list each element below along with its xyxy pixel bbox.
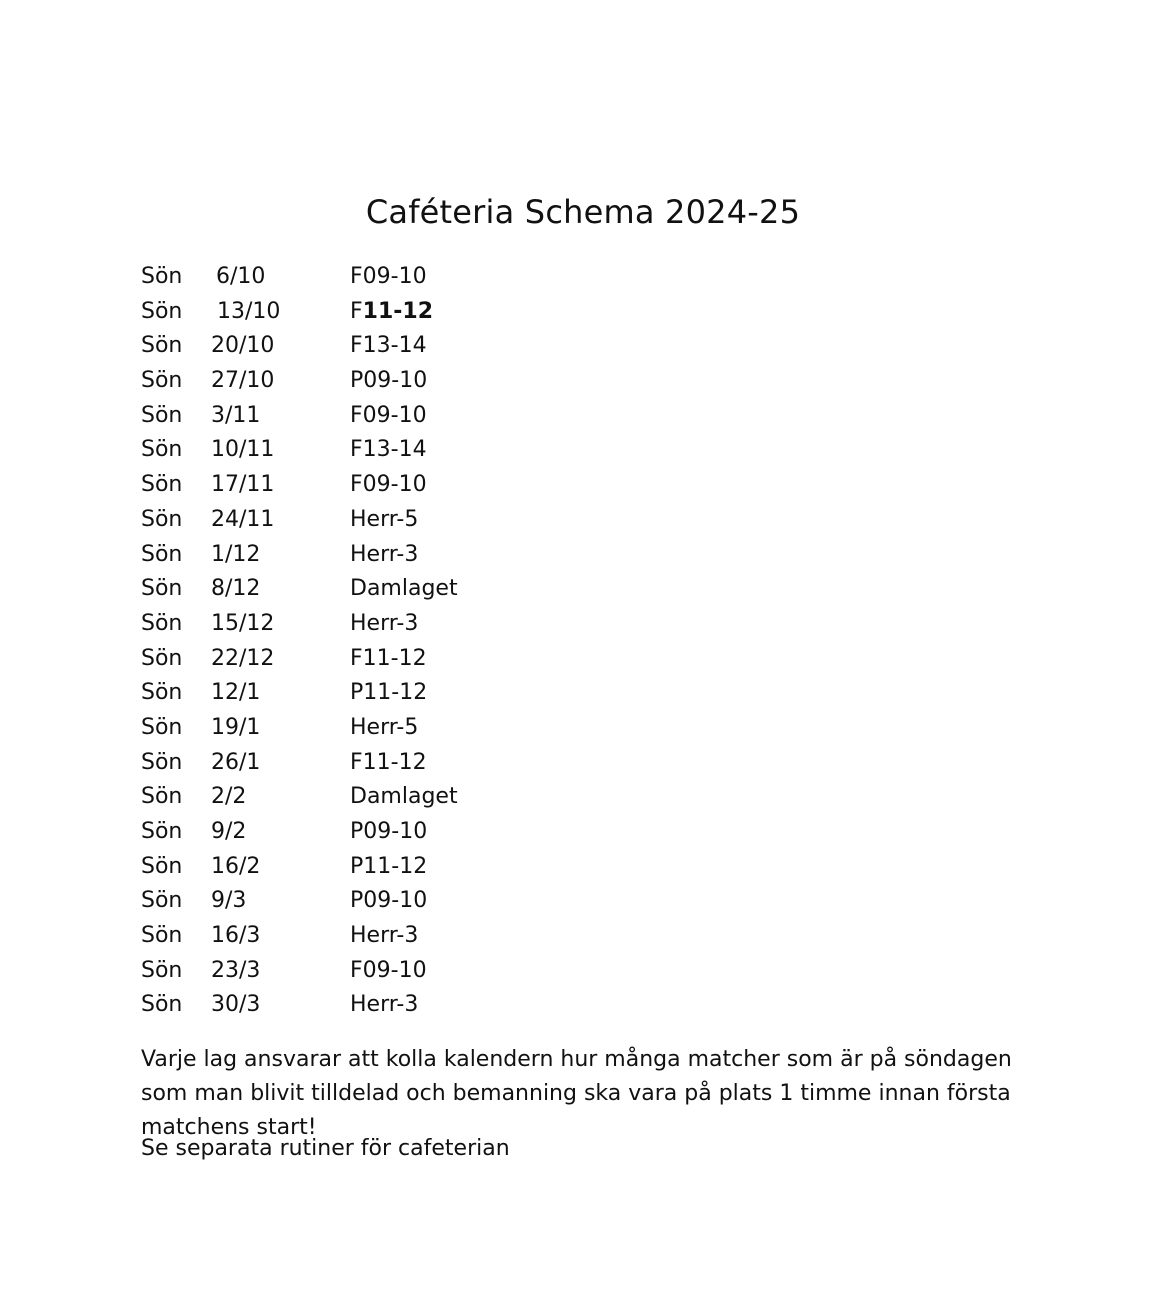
routines-reference: Se separata rutiner för cafeterian (141, 1136, 510, 1161)
schedule-row (141, 780, 741, 815)
schedule-row (141, 503, 741, 538)
schedule-row (141, 538, 741, 573)
schedule-row (141, 676, 741, 711)
row-day: Sön (141, 784, 183, 810)
row-team: P11-12 (350, 853, 428, 879)
schedule-row (141, 607, 741, 642)
schedule-row (141, 399, 741, 434)
row-date: 12/1 (211, 680, 261, 706)
row-day: Sön (141, 333, 183, 359)
row-team (350, 295, 433, 330)
document-title: Caféteria Schema 2024-25 (365, 193, 801, 231)
row-team: Herr-5 (350, 506, 419, 532)
row-date: 9/3 (211, 888, 247, 914)
row-day: Sön (141, 610, 183, 636)
schedule-row (141, 295, 741, 330)
row-team: Herr-3 (350, 992, 419, 1018)
row-day: Sön (141, 506, 183, 532)
row-team: Herr-3 (350, 541, 419, 567)
row-team: P11-12 (350, 680, 428, 706)
row-day: Sön (141, 368, 183, 394)
schedule-list (141, 260, 741, 1023)
row-date: 27/10 (211, 368, 275, 394)
row-team: P09-10 (350, 888, 428, 914)
row-day: Sön (141, 576, 183, 602)
row-day: Sön (141, 923, 183, 949)
row-day: Sön (141, 853, 183, 879)
schedule-row (141, 815, 741, 850)
row-date: 24/11 (211, 506, 275, 532)
row-day: Sön (141, 264, 183, 289)
row-team: Damlaget (350, 784, 458, 810)
row-day: Sön (141, 992, 183, 1018)
row-team: Herr-5 (350, 714, 419, 740)
schedule-row (141, 433, 741, 468)
row-day: Sön (141, 680, 183, 706)
row-team: F09-10 (350, 957, 427, 983)
row-team: Herr-3 (350, 610, 419, 636)
row-date: 9/2 (211, 819, 247, 844)
row-date: 23/3 (211, 957, 261, 983)
schedule-row (141, 884, 741, 919)
row-day: Sön (141, 749, 183, 775)
row-day: Sön (141, 472, 183, 498)
row-team: P09-10 (350, 819, 428, 844)
schedule-row (141, 468, 741, 503)
row-date: 6/10 (216, 264, 266, 289)
row-date: 26/1 (211, 749, 261, 775)
row-team: F13-14 (350, 437, 427, 463)
row-date: 2/2 (211, 784, 247, 810)
row-day: Sön (141, 541, 183, 567)
row-team: F09-10 (350, 264, 427, 289)
row-day: Sön (141, 957, 183, 983)
row-team: F11-12 (350, 645, 427, 671)
row-date: 10/11 (211, 437, 275, 463)
row-team-bold: 11-12 (362, 298, 434, 324)
row-day: Sön (141, 819, 183, 844)
instructions-paragraph: Varje lag ansvarar att kolla kalendern hur många matcher som är på söndagen som man blivit tilldelad och bemanning ska vara på plats 1 timme innan första matchens start! (141, 1047, 1012, 1140)
row-team: Damlaget (350, 576, 458, 602)
row-team: F11-12 (350, 749, 427, 775)
row-team: F13-14 (350, 333, 427, 359)
schedule-row (141, 572, 741, 607)
schedule-row (141, 746, 741, 781)
schedule-row (141, 988, 741, 1023)
row-team: F09-10 (350, 472, 427, 498)
row-day: Sön (141, 888, 183, 914)
row-date: 19/1 (211, 714, 261, 740)
schedule-row (141, 329, 741, 364)
schedule-row (141, 642, 741, 677)
row-date: 30/3 (211, 992, 261, 1018)
row-date: 13/10 (217, 298, 281, 324)
row-date: 20/10 (211, 333, 275, 359)
row-day: Sön (141, 714, 183, 740)
schedule-row (141, 954, 741, 989)
row-date: 3/11 (211, 402, 261, 428)
row-day: Sön (141, 298, 183, 324)
row-date: 8/12 (211, 576, 261, 602)
row-team: P09-10 (350, 368, 428, 394)
schedule-row (141, 711, 741, 746)
row-team-prefix: F (350, 298, 363, 324)
row-team: Herr-3 (350, 923, 419, 949)
row-date: 16/3 (211, 923, 261, 949)
schedule-row (141, 919, 741, 954)
row-date: 16/2 (211, 853, 261, 879)
row-day: Sön (141, 402, 183, 428)
row-date: 15/12 (211, 610, 275, 636)
schedule-row (141, 364, 741, 399)
row-date: 22/12 (211, 645, 275, 671)
row-day: Sön (141, 645, 183, 671)
schedule-row (141, 260, 741, 295)
schedule-row (141, 850, 741, 885)
row-date: 17/11 (211, 472, 275, 498)
row-date: 1/12 (211, 541, 261, 567)
row-team: F09-10 (350, 402, 427, 428)
row-day: Sön (141, 437, 183, 463)
